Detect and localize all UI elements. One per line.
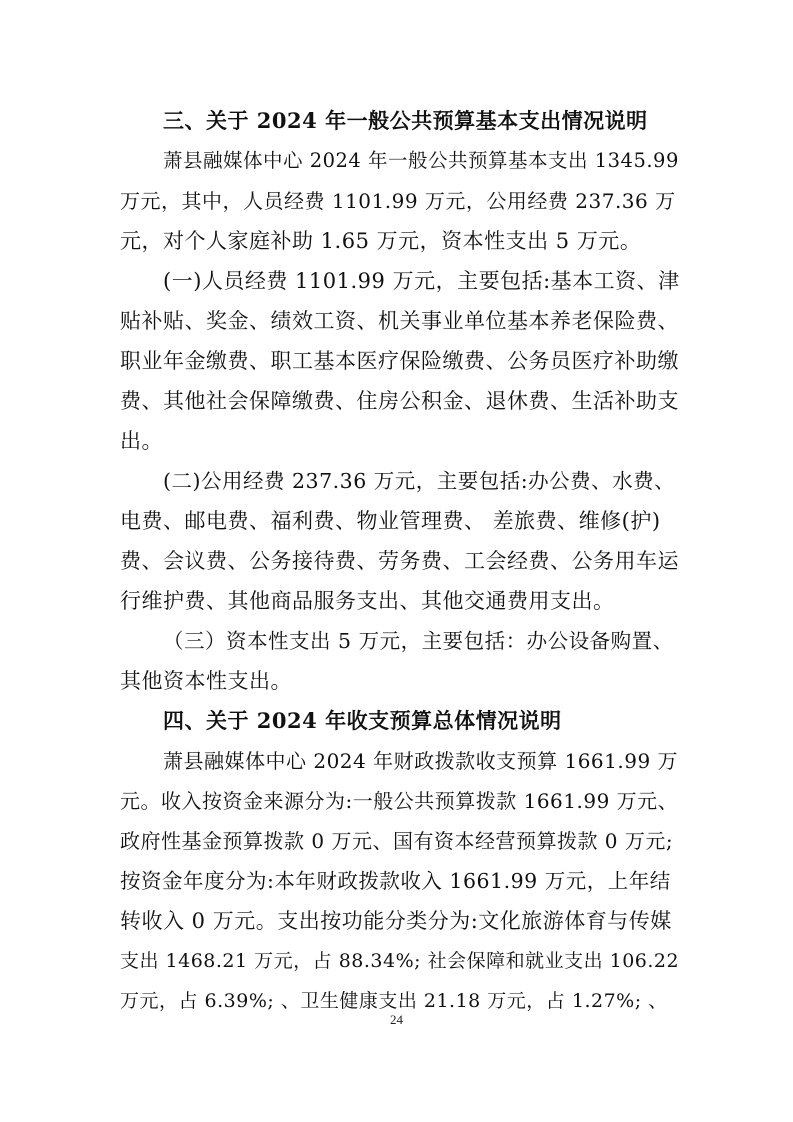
paragraph-line: 其他资本性支出。 — [120, 669, 292, 693]
paragraph-line: 元。收入按资金来源分为:一般公共预算拨款 1661.99 万元、 — [120, 789, 679, 813]
paragraph-line: 支出 1468.21 万元，占 88.34%; 社会保障和就业支出 106.22 — [120, 950, 680, 972]
paragraph-line: 政府性基金预算拨款 0 万元、国有资本经营预算拨款 0 万元; — [120, 829, 674, 853]
paragraph-line: (二)公用经费 237.36 万元，主要包括:办公费、水费、 — [163, 469, 676, 493]
paragraph-line: 元，对个人家庭补助 1.65 万元，资本性支出 5 万元。 — [120, 229, 642, 253]
paragraph-line: 职业年金缴费、职工基本医疗保险缴费、公务员医疗补助缴 — [120, 349, 679, 373]
paragraph-line: (一)人员经费 1101.99 万元，主要包括:基本工资、津 — [163, 269, 680, 293]
paragraph-line: 转收入 0 万元。支出按功能分类分为:文化旅游体育与传媒 — [120, 909, 672, 933]
paragraph-line: 按资金年度分为:本年财政拨款收入 1661.99 万元，上年结 — [120, 869, 671, 893]
page-number: 24 — [390, 1012, 403, 1027]
paragraph-line: 萧县融媒体中心 2024 年财政拨款收支预算 1661.99 万 — [163, 749, 679, 773]
paragraph-line: 万元，其中，人员经费 1101.99 万元，公用经费 237.36 万 — [120, 189, 676, 213]
paragraph-line: 电费、邮电费、福利费、物业管理费、 差旅费、维修(护) — [120, 509, 661, 533]
paragraph-line: （三）资本性支出 5 万元，主要包括：办公设备购置、 — [163, 629, 674, 653]
paragraph-line: 出。 — [120, 429, 163, 453]
paragraph-line: 行维护费、其他商品服务支出、其他交通费用支出。 — [120, 589, 615, 613]
paragraph-line: 贴补贴、奖金、绩效工资、机关事业单位基本养老保险费、 — [120, 309, 679, 333]
paragraph-line: 费、会议费、公务接待费、劳务费、工会经费、公务用车运 — [120, 549, 679, 573]
paragraph-line: 费、其他社会保障缴费、住房公积金、退休费、生活补助支 — [120, 389, 679, 413]
paragraph-line: 万元，占 6.39%; 、卫生健康支出 21.18 万元，占 1.27%; 、 — [120, 990, 668, 1012]
paragraph-line: 萧县融媒体中心 2024 年一般公共预算基本支出 1345.99 — [163, 149, 679, 172]
section-3-heading: 三、关于 2024 年一般公共预算基本支出情况说明 — [163, 108, 648, 133]
section-4-heading: 四、关于 2024 年收支预算总体情况说明 — [163, 708, 562, 733]
